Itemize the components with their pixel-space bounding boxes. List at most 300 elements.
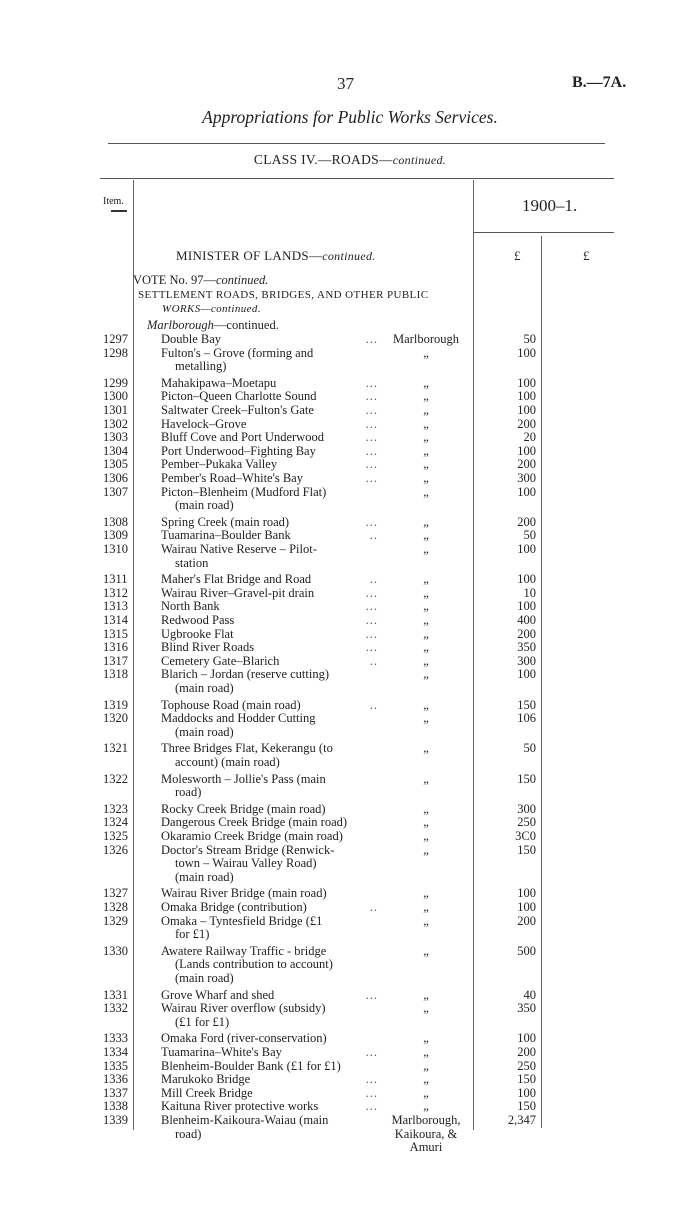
item-location-line: „: [423, 829, 429, 843]
item-location: [380, 445, 472, 459]
item-description-line: station: [175, 555, 209, 570]
item-location-line: „: [423, 711, 429, 726]
item-number: 1328: [103, 900, 128, 914]
item-description: [161, 529, 376, 543]
item-description-line: road): [175, 1126, 202, 1141]
item-location: [380, 803, 472, 817]
leader-dots: ..: [369, 697, 378, 712]
item-description-line: North Bank: [161, 599, 220, 614]
item-location: [380, 1087, 472, 1101]
item-amount: 100: [517, 900, 536, 914]
item-amount: 400: [517, 613, 536, 627]
item-description: [161, 404, 376, 418]
item-number: 1309: [103, 528, 128, 543]
class-title-main: CLASS IV.—ROADS—: [253, 152, 393, 167]
item-location-line: „: [423, 842, 429, 857]
item-number: 1334: [103, 1045, 128, 1059]
pound-sign-first: £: [514, 248, 521, 263]
item-description-line: (Lands contribution to account): [175, 957, 333, 972]
item-amount: 150: [517, 1099, 536, 1114]
item-location-line: „: [423, 430, 429, 445]
item-description: [161, 445, 376, 459]
item-location-line: „: [423, 471, 429, 485]
item-amount: 3C0: [515, 829, 536, 843]
item-description-line: Ugbrooke Flat: [161, 626, 234, 641]
item-location: [380, 458, 472, 472]
item-number: 1324: [103, 815, 128, 830]
item-location-line: „: [423, 815, 429, 830]
item-location: [380, 390, 472, 404]
item-description: [161, 333, 376, 347]
item-description-line: Blenheim-Kaikoura-Waiau (main: [161, 1113, 329, 1127]
item-description-line: account) (main road): [175, 754, 280, 769]
item-location-line: „: [423, 1031, 429, 1046]
item-number: 1317: [103, 653, 128, 668]
leader-dots: ...: [365, 613, 378, 627]
item-location: [380, 1114, 472, 1155]
item-description-line: town – Wairau Valley Road): [175, 856, 317, 871]
item-location: [380, 699, 472, 713]
item-description: [161, 915, 376, 942]
item-location-line: „: [423, 1072, 429, 1087]
item-number: 1335: [103, 1058, 128, 1073]
item-location: [380, 887, 472, 901]
item-amount: 2,347: [507, 1113, 536, 1127]
item-description-line: Maher's Flat Bridge and Road: [161, 572, 312, 587]
item-number: 1308: [103, 514, 128, 529]
item-location-line: „: [423, 653, 429, 668]
item-location-line: „: [423, 697, 429, 712]
item-amount: 100: [517, 599, 536, 614]
item-location: [380, 1073, 472, 1087]
item-amount: 200: [517, 913, 536, 928]
class-title: [0, 152, 700, 168]
leader-dots: ...: [365, 471, 378, 485]
item-location-line: „: [423, 514, 429, 529]
item-location-line: „: [423, 484, 429, 499]
item-location: [380, 418, 472, 432]
item-amount: 200: [517, 626, 536, 641]
item-amount: 100: [517, 572, 536, 587]
item-location-line: „: [423, 1045, 429, 1059]
item-amount: 100: [517, 403, 536, 417]
settlement-heading-line1: SETTLEMENT ROADS, BRIDGES, AND OTHER PUBLIC: [138, 289, 429, 301]
minister-heading: [176, 248, 376, 264]
item-amount: 20: [523, 430, 536, 445]
item-description-line: road): [175, 785, 202, 800]
item-amount: 50: [523, 741, 536, 756]
item-description-line: Port Underwood–Fighting Bay: [161, 443, 316, 458]
item-number: 1318: [103, 667, 128, 682]
item-location: [380, 431, 472, 445]
item-description-line: Tuamarina–Boulder Bank: [161, 528, 291, 543]
district-suffix: —continued.: [213, 318, 279, 332]
item-location: [380, 742, 472, 756]
leader-dots: ...: [365, 626, 378, 641]
leader-dots: ...: [365, 1085, 378, 1100]
item-location-line: „: [423, 403, 429, 417]
item-description-line: Marukoko Bridge: [161, 1072, 251, 1087]
item-amount: 100: [517, 667, 536, 682]
leader-dots: ...: [365, 430, 378, 445]
item-description-line: (main road): [175, 869, 234, 884]
item-column-header: Item.: [103, 196, 124, 207]
item-description-line: Tophouse Road (main road): [161, 697, 301, 712]
item-description-line: Mill Creek Bridge: [161, 1085, 253, 1100]
item-number: 1314: [103, 613, 128, 627]
item-number: 1329: [103, 913, 128, 928]
item-description: [161, 712, 376, 739]
item-location: [380, 712, 472, 726]
item-location-line: „: [423, 572, 429, 587]
item-description-line: Maddocks and Hodder Cutting: [161, 711, 316, 726]
item-location: [380, 915, 472, 929]
item-number: 1332: [103, 1001, 128, 1016]
item-location-line: „: [423, 913, 429, 928]
item-number: 1306: [103, 471, 128, 485]
table-top-rule: [100, 178, 614, 179]
item-number: 1302: [103, 416, 128, 431]
item-number: 1338: [103, 1099, 128, 1114]
item-description: [161, 830, 376, 844]
item-description: [161, 347, 376, 374]
amount-column-divider: [541, 236, 542, 1128]
item-column-divider: [133, 180, 134, 1130]
item-location: [380, 844, 472, 858]
item-location: [380, 1002, 472, 1016]
item-description-line: Rocky Creek Bridge (main road): [161, 801, 326, 816]
item-number: 1326: [103, 842, 128, 857]
leader-dots: ...: [365, 585, 378, 600]
item-description-line: (main road): [175, 724, 234, 739]
item-description: [161, 699, 376, 713]
item-description-line: Havelock–Grove: [161, 416, 247, 431]
item-description-line: Spring Creek (main road): [161, 514, 290, 529]
item-amount: 150: [517, 697, 536, 712]
item-number: 1327: [103, 886, 128, 901]
item-location: [380, 377, 472, 391]
item-description: [161, 614, 376, 628]
item-header-dash: [111, 210, 127, 212]
item-description-line: Blarich – Jordan (reserve cutting): [161, 667, 329, 682]
minister-heading-main: MINISTER OF LANDS—: [176, 248, 323, 263]
item-location: [380, 472, 472, 486]
header-bottom-rule: [473, 232, 614, 233]
item-amount: 10: [523, 585, 536, 600]
leader-dots: ...: [365, 987, 378, 1002]
item-number: 1307: [103, 484, 128, 499]
item-description: [161, 377, 376, 391]
item-location: [380, 333, 472, 347]
item-description-line: Omaka Bridge (contribution): [161, 900, 307, 914]
item-location: [380, 614, 472, 628]
item-description-line: (main road): [175, 970, 234, 985]
item-description: [161, 1073, 376, 1087]
item-location-line: „: [423, 943, 429, 958]
leader-dots: ...: [365, 1045, 378, 1059]
item-number: 1331: [103, 987, 128, 1002]
item-location: [380, 989, 472, 1003]
item-description-line: Bluff Cove and Port Underwood: [161, 430, 324, 445]
leader-dots: ...: [365, 1099, 378, 1114]
item-description-line: Wairau River–Gravel-pit drain: [161, 585, 315, 600]
item-location-line: „: [423, 345, 429, 360]
item-description-line: Molesworth – Jollie's Pass (main: [161, 771, 326, 786]
item-amount: 50: [523, 332, 536, 346]
item-description: [161, 600, 376, 614]
item-description: [161, 418, 376, 432]
item-location: [380, 901, 472, 915]
item-description: [161, 1060, 376, 1074]
item-location: [380, 830, 472, 844]
item-location-line: „: [423, 528, 429, 543]
item-location-line: „: [423, 900, 429, 914]
item-number: 1300: [103, 389, 128, 404]
item-description-line: Wairau River overflow (subsidy): [161, 1001, 326, 1016]
item-number: 1312: [103, 585, 128, 600]
item-number: 1298: [103, 345, 128, 360]
item-description-line: Saltwater Creek–Fulton's Gate: [161, 403, 314, 417]
item-location-line: „: [423, 457, 429, 472]
item-location: [380, 668, 472, 682]
item-location-line: „: [423, 801, 429, 816]
item-location-line: „: [423, 987, 429, 1002]
item-description-line: Fulton's – Grove (forming and: [161, 345, 314, 360]
item-amount: 100: [517, 1031, 536, 1046]
item-description: [161, 742, 376, 769]
item-description-line: Grove Wharf and shed: [161, 987, 275, 1002]
item-location: [380, 945, 472, 959]
item-amount: 350: [517, 1001, 536, 1016]
leader-dots: ...: [365, 332, 378, 346]
leader-dots: ...: [365, 640, 378, 655]
item-location-line: „: [423, 626, 429, 641]
leader-dots: ...: [365, 389, 378, 404]
item-location-line: Kaikoura, &: [394, 1126, 458, 1141]
item-number: 1333: [103, 1031, 128, 1046]
item-number: 1299: [103, 375, 128, 390]
item-location: [380, 628, 472, 642]
item-description: [161, 989, 376, 1003]
item-location-line: Marlborough: [393, 332, 459, 346]
item-amount: 100: [517, 389, 536, 404]
item-amount: 200: [517, 416, 536, 431]
item-description: [161, 573, 376, 587]
item-amount: 300: [517, 801, 536, 816]
item-amount: 100: [517, 542, 536, 556]
item-amount: 100: [517, 443, 536, 458]
item-amount: 300: [517, 653, 536, 668]
item-description: [161, 472, 376, 486]
item-amount: 100: [517, 375, 536, 390]
item-number: 1319: [103, 697, 128, 712]
item-amount: 50: [523, 528, 536, 543]
item-number: 1336: [103, 1072, 128, 1087]
item-description: [161, 1002, 376, 1029]
item-description: [161, 668, 376, 695]
vote-heading: [133, 273, 268, 288]
item-number: 1310: [103, 542, 128, 556]
item-description-line: Omaka – Tyntesfield Bridge (£1: [161, 913, 323, 928]
item-amount: 250: [517, 1058, 536, 1073]
item-description: [161, 887, 376, 901]
item-description-line: Doctor's Stream Bridge (Renwick-: [161, 842, 335, 857]
item-description-line: for £1): [175, 927, 210, 942]
item-description: [161, 390, 376, 404]
item-number: 1311: [103, 572, 128, 587]
item-location: [380, 641, 472, 655]
item-amount: 150: [517, 771, 536, 786]
item-description-line: Blenheim-Boulder Bank (£1 for £1): [161, 1058, 341, 1073]
item-description-line: metalling): [175, 359, 227, 374]
class-title-suffix: continued.: [392, 153, 447, 167]
item-location: [380, 773, 472, 787]
item-description: [161, 773, 376, 800]
item-number: 1337: [103, 1085, 128, 1100]
item-number: 1320: [103, 711, 128, 726]
item-amount: 200: [517, 1045, 536, 1059]
item-location-line: „: [423, 1099, 429, 1114]
item-description-line: Double Bay: [161, 332, 222, 346]
item-amount: 100: [517, 886, 536, 901]
item-description-line: Redwood Pass: [161, 613, 235, 627]
item-description-line: Awatere Railway Traffic - bridge: [161, 943, 327, 958]
item-location-line: „: [423, 1085, 429, 1100]
item-description: [161, 816, 376, 830]
item-description: [161, 431, 376, 445]
item-description-line: (main road): [175, 680, 234, 695]
item-location: [380, 1060, 472, 1074]
vote-heading-suffix: continued.: [215, 273, 269, 287]
leader-dots: ...: [365, 403, 378, 417]
item-description: [161, 1046, 376, 1060]
item-location: [380, 587, 472, 601]
item-description-line: Blind River Roads: [161, 640, 255, 655]
item-number: 1316: [103, 640, 128, 655]
item-number: 1305: [103, 457, 128, 472]
item-amount: 150: [517, 1072, 536, 1087]
item-description-line: Wairau River Bridge (main road): [161, 886, 327, 901]
item-number: 1330: [103, 943, 128, 958]
item-amount: 100: [517, 1085, 536, 1100]
item-description-line: Mahakipawa–Moetapu: [161, 375, 277, 390]
item-amount: 350: [517, 640, 536, 655]
item-description-line: (£1 for £1): [175, 1014, 230, 1029]
item-location-line: „: [423, 416, 429, 431]
leader-dots: ..: [369, 653, 378, 668]
item-location-line: „: [423, 640, 429, 655]
item-description: [161, 1087, 376, 1101]
item-number: 1339: [103, 1113, 128, 1127]
settlement-heading-line2: WORKS—continued.: [162, 303, 261, 315]
item-description-line: (main road): [175, 498, 234, 513]
item-location-line: „: [423, 443, 429, 458]
item-number: 1322: [103, 771, 128, 786]
item-location: [380, 404, 472, 418]
item-number: 1297: [103, 332, 128, 346]
item-description: [161, 641, 376, 655]
item-description: [161, 803, 376, 817]
item-amount: 100: [517, 484, 536, 499]
item-description: [161, 1114, 376, 1141]
item-location: [380, 816, 472, 830]
item-location-line: „: [423, 542, 429, 556]
leader-dots: ...: [365, 375, 378, 390]
item-location: [380, 486, 472, 500]
item-amount: 250: [517, 815, 536, 830]
item-description: [161, 587, 376, 601]
item-description: [161, 655, 376, 669]
item-number: 1321: [103, 741, 128, 756]
item-description-line: Pember–Pukaka Valley: [161, 457, 278, 472]
item-location: [380, 573, 472, 587]
item-number: 1325: [103, 829, 128, 843]
item-description-line: Kaituna River protective works: [161, 1099, 319, 1114]
item-description-line: Omaka Ford (river-conservation): [161, 1031, 327, 1046]
item-amount: 200: [517, 514, 536, 529]
leader-dots: ...: [365, 443, 378, 458]
item-location-line: Marlborough,: [391, 1113, 461, 1127]
item-amount: 300: [517, 471, 536, 485]
pound-sign-second: £: [583, 248, 590, 263]
vote-heading-main: VOTE No. 97—: [133, 273, 216, 287]
item-location-line: „: [423, 1058, 429, 1073]
item-location-line: „: [423, 771, 429, 786]
item-location: [380, 600, 472, 614]
item-description: [161, 844, 376, 885]
page-number: 37: [337, 74, 354, 93]
leader-dots: ...: [365, 1072, 378, 1087]
item-location-line: „: [423, 667, 429, 682]
item-amount: 500: [517, 943, 536, 958]
item-description: [161, 486, 376, 513]
item-location-line: „: [423, 375, 429, 390]
item-description: [161, 1100, 376, 1114]
page-title: Appropriations for Public Works Services.: [202, 107, 498, 127]
item-description-line: Picton–Blenheim (Mudford Flat): [161, 484, 327, 499]
item-number: 1301: [103, 403, 128, 417]
item-description-line: Pember's Road–White's Bay: [161, 471, 303, 485]
item-location-line: „: [423, 886, 429, 901]
item-location: [380, 1100, 472, 1114]
item-number: 1323: [103, 801, 128, 816]
item-amount: 100: [517, 345, 536, 360]
year-column-header: 1900–1.: [522, 196, 578, 215]
leader-dots: ...: [365, 599, 378, 614]
item-description-line: Dangerous Creek Bridge (main road): [161, 815, 348, 830]
item-description-line: Tuamarina–White's Bay: [161, 1045, 282, 1059]
item-location: [380, 516, 472, 530]
item-location: [380, 1046, 472, 1060]
title-rule: [108, 143, 605, 144]
document-reference: B.—7A.: [572, 74, 627, 91]
item-location-line: „: [423, 1001, 429, 1016]
item-description-line: Three Bridges Flat, Kekerangu (to: [161, 741, 333, 756]
item-number: 1315: [103, 626, 128, 641]
item-description: [161, 543, 376, 570]
leader-dots: ...: [365, 457, 378, 472]
item-number: 1304: [103, 443, 128, 458]
item-description: [161, 1032, 376, 1046]
leader-dots: ...: [365, 514, 378, 529]
district-heading: [147, 318, 279, 333]
item-description: [161, 945, 376, 986]
item-number: 1313: [103, 599, 128, 614]
item-location: [380, 347, 472, 361]
item-amount: 150: [517, 842, 536, 857]
item-description-line: Wairau Native Reserve – Pilot-: [161, 542, 317, 556]
item-location-line: „: [423, 599, 429, 614]
